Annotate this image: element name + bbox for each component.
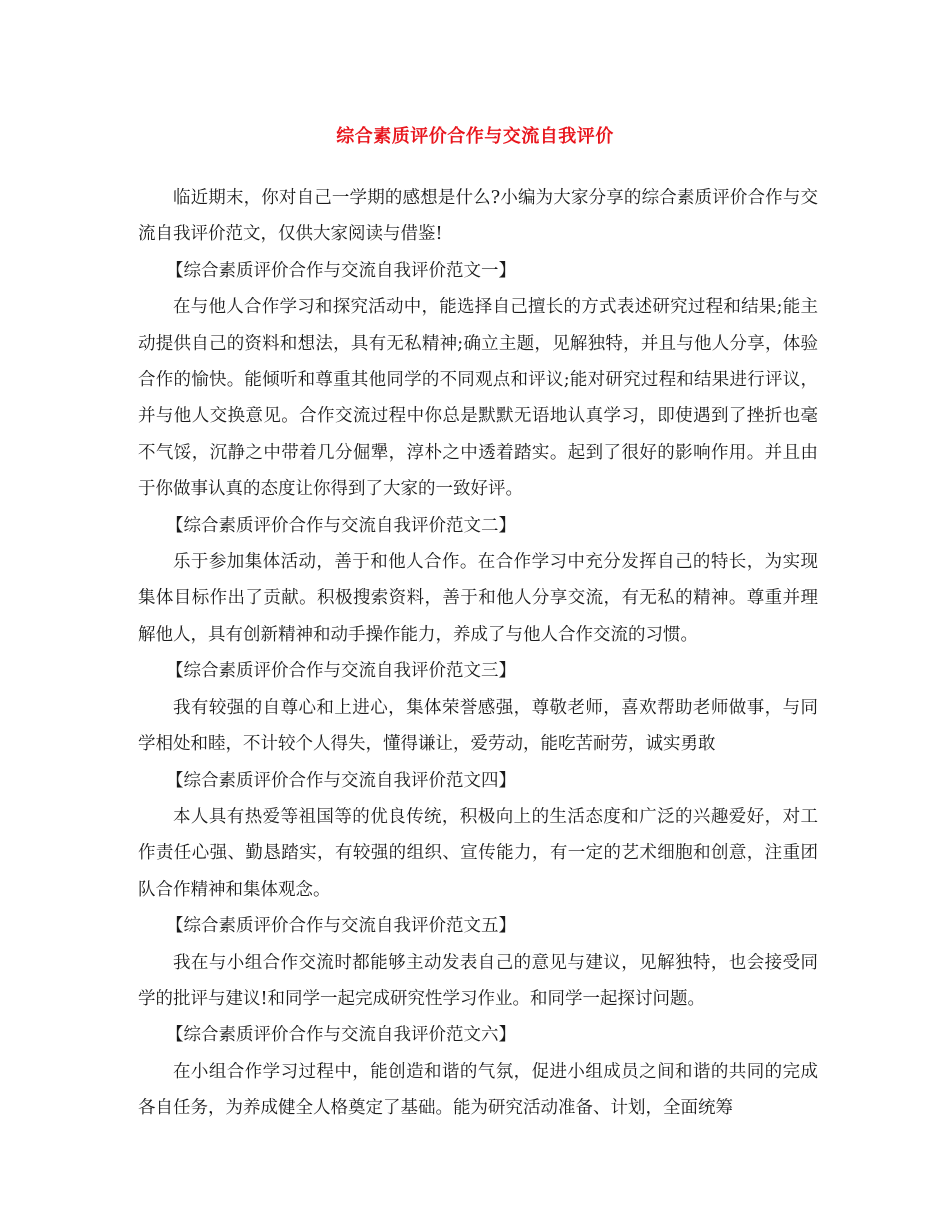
- section-text-4: 本人具有热爱等祖国等的优良传统，积极向上的生活态度和广泛的兴趣爱好，对工作责任心强、勤恳踏实，有较强的组织、宣传能力，有一定的艺术细胞和创意，注重团队合作精神和集体观念。: [138, 806, 818, 900]
- section-text-6: 在小组合作学习过程中，能创造和谐的气氛，促进小组成员之间和谐的共同的完成各自任务，为养成健全人格奠定了基础。能为研究活动准备、计划，全面统筹: [138, 1061, 818, 1119]
- section-heading-5: 【综合素质评价合作与交流自我评价范文五】: [166, 916, 516, 937]
- section-text-3: 我有较强的自尊心和上进心，集体荣誉感强，尊敬老师，喜欢帮助老师做事，与同学相处和睦，不计较个人得失，懂得谦让，爱劳动，能吃苦耐劳，诚实勇敢: [138, 697, 818, 755]
- section-heading-6: 【综合素质评价合作与交流自我评价范文六】: [166, 1025, 516, 1046]
- section-heading-2: 【综合素质评价合作与交流自我评价范文二】: [166, 515, 516, 536]
- section-text-5: 我在与小组合作交流时都能够主动发表自己的意见与建议，见解独特，也会接受同学的批评与建议!和同学一起完成研究性学习作业。和同学一起探讨问题。: [138, 952, 818, 1009]
- section-heading-3: 【综合素质评价合作与交流自我评价范文三】: [166, 661, 516, 682]
- intro-paragraph: 临近期末，你对自己一学期的感想是什么?小编为大家分享的综合素质评价合作与交流自我评价范文，仅供大家阅读与借鉴!: [138, 188, 818, 245]
- document-title: 综合素质评价合作与交流自我评价: [336, 126, 614, 147]
- document-body: [138, 180, 818, 1127]
- section-text-2: 乐于参加集体活动，善于和他人合作。在合作学习中充分发挥自己的特长，为实现集体目标作出了贡献。积极搜索资料，善于和他人分享交流，有无私的精神。尊重并理解他人，具有创新精神和动手操作能力，养成了与他人合作交流的习惯。: [138, 552, 818, 645]
- section-heading-4: 【综合素质评价合作与交流自我评价范文四】: [166, 770, 516, 791]
- section-heading-1: 【综合素质评价合作与交流自我评价范文一】: [166, 260, 516, 281]
- section-text-1: 在与他人合作学习和探究活动中，能选择自己擅长的方式表述研究过程和结果;能主动提供自己的资料和想法，具有无私精神;确立主题，见解独特，并且与他人分享，体验合作的愉快。能倾听和尊重其他同学的不同观点和评议;能对研究过程和结果进行评议，并与他人交换意见。合作交流过程中你总是默默无语地认真学习，即使遇到了挫折也毫不气馁，沉静之中带着几分倔犟，淳朴之中透着踏实。起到了很好的影响作用。并且由于你做事认真的态度让你得到了大家的一致好评。: [138, 297, 818, 500]
